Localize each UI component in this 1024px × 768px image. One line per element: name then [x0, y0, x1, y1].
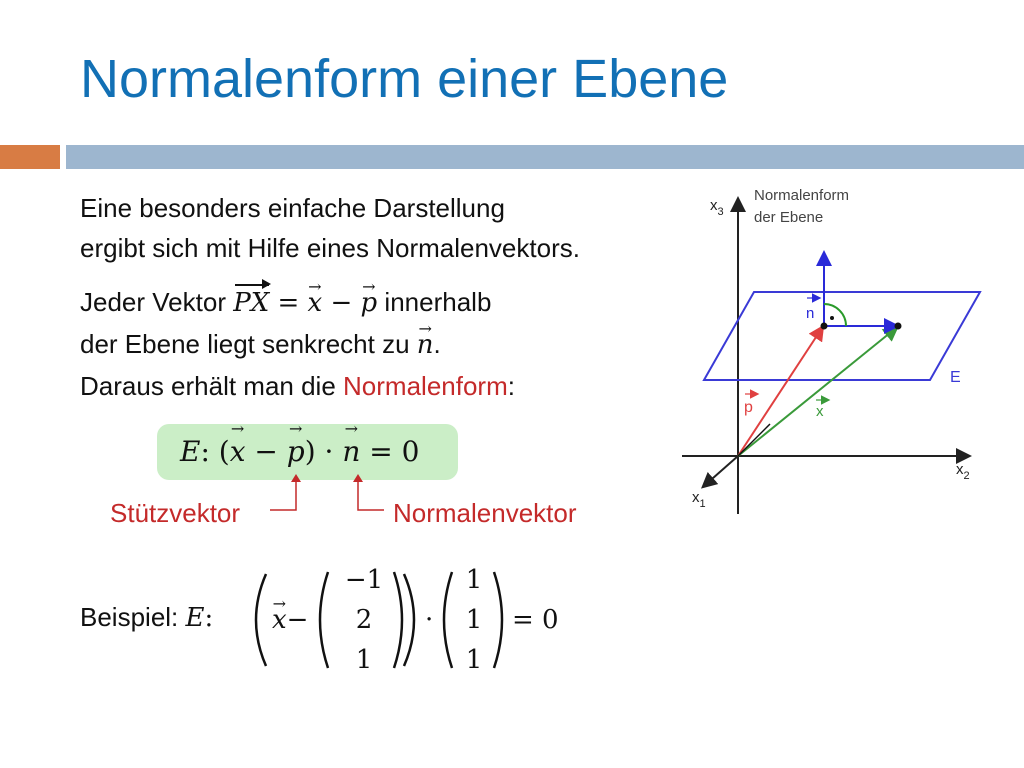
line4-suffix: .	[433, 329, 441, 359]
example-dot: ·	[425, 605, 434, 635]
formula-x: → x	[230, 435, 246, 468]
example-x: → x	[272, 602, 287, 638]
formula-close: ) ·	[304, 435, 343, 468]
line5-prefix: Daraus erhält man die	[80, 371, 344, 401]
axis-x1-label	[692, 489, 706, 510]
vector-x: → x	[308, 285, 323, 321]
right-angle-arc	[824, 304, 846, 326]
body-line-1: Eine besonders einfache Darstellung	[80, 193, 505, 223]
point-P	[821, 323, 828, 330]
example-vector-1	[336, 560, 392, 680]
axis-x1	[704, 456, 738, 486]
right-angle-dot	[830, 316, 834, 320]
x-label: x	[816, 403, 824, 420]
label-stuetzvektor: Stützvektor	[110, 498, 241, 528]
line3-minus: −	[322, 288, 361, 318]
plane-label: E	[950, 369, 961, 386]
vector1-entry: 1	[355, 645, 373, 675]
line5-suffix: :	[507, 371, 515, 401]
line3-prefix: Jeder Vektor	[80, 287, 234, 317]
vector-x-arrow	[738, 328, 896, 456]
normalenform-highlight: Normalenform	[343, 371, 508, 401]
plane-E	[704, 292, 980, 380]
vector-px: PX	[233, 285, 269, 321]
axis-x2-base: x	[956, 461, 964, 478]
example-vector-2	[458, 560, 490, 680]
axis-x3-sub: 3	[717, 206, 724, 218]
vector1-entry: 2	[355, 605, 373, 635]
formula-minus: −	[245, 435, 287, 468]
label-normalenvektor: Normalenvektor	[393, 498, 577, 528]
p-label: p	[744, 399, 753, 416]
axis-x2-label	[956, 461, 970, 482]
vector2-entry: 1	[465, 605, 483, 635]
axis-x3-label	[710, 197, 724, 218]
formula-p: → p	[287, 435, 305, 468]
axis-x2-sub: 2	[963, 470, 970, 482]
line3-eq: =	[269, 288, 308, 318]
body-line-2: ergibt sich mit Hilfe eines Normalenvektors.	[80, 233, 580, 263]
slide-title: Normalenform einer Ebene	[80, 49, 729, 109]
example-colon: :	[204, 603, 214, 633]
axis-x3-base: x	[710, 197, 718, 214]
formula-n: → n	[342, 435, 360, 468]
formula-E: E	[180, 435, 201, 468]
example-x-minus	[272, 602, 308, 638]
example-eq: = 0	[512, 605, 559, 635]
vector1-entry: −1	[344, 565, 384, 595]
vector-n: → n	[417, 327, 434, 363]
formula-eq: = 0	[360, 435, 420, 468]
example-minus: −	[286, 605, 309, 635]
diagram-title-1: Normalenform	[754, 187, 850, 204]
vector-x-minus-p-hint	[738, 424, 770, 456]
example-E: E	[185, 603, 205, 633]
vector2-entry: 1	[465, 565, 483, 595]
axis-x1-sub: 1	[699, 498, 706, 510]
diagram-title-2: der Ebene	[754, 209, 824, 226]
line3-suffix: innerhalb	[377, 287, 492, 317]
vector-p-arrow	[738, 328, 822, 456]
normal-label: n	[806, 305, 815, 322]
normalform-diagram	[670, 176, 990, 516]
vector2-entry: 1	[465, 645, 483, 675]
vector-p: → p	[361, 285, 378, 321]
line4-prefix: der Ebene liegt senkrecht zu	[80, 329, 417, 359]
example-label: Beispiel:	[80, 602, 186, 632]
point-X	[895, 323, 902, 330]
axis-x1-base: x	[692, 489, 700, 506]
formula-colon: : (	[200, 435, 230, 468]
